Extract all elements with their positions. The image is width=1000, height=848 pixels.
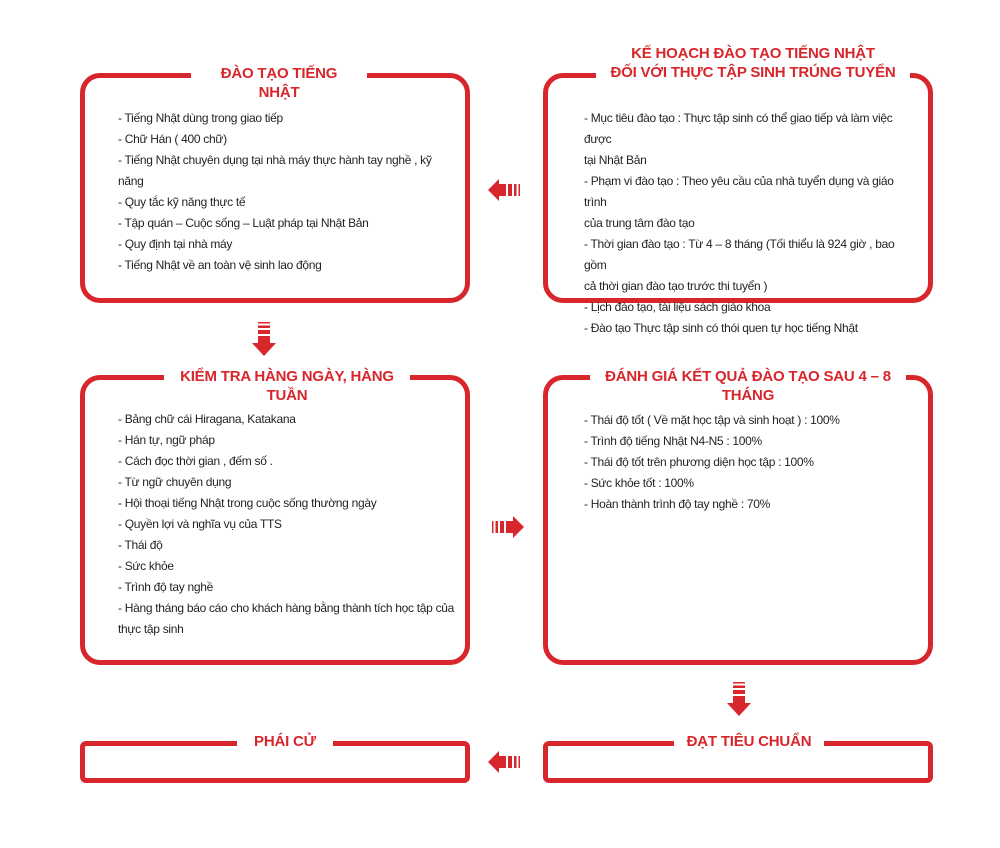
training-plan-title	[596, 44, 910, 82]
list-item: - Hàng tháng báo cáo cho khách hàng bằng thành tích học tập của	[118, 601, 455, 615]
list-item: - Sức khỏe	[118, 559, 174, 573]
list-item: - Tiếng Nhật dùng trong giao tiếp	[118, 111, 283, 125]
list-item: - Tiếng Nhật về an toàn vệ sinh lao động	[118, 258, 322, 272]
list-item: - Quy tắc kỹ năng thực tế	[118, 195, 246, 209]
list-item: - Quyền lợi và nghĩa vụ của TTS	[118, 517, 282, 531]
list-item: - Từ ngữ chuyên dụng	[118, 475, 232, 489]
list-item: - Thái độ	[118, 538, 163, 552]
list-item: - Thái độ tốt ( Về mặt học tập và sinh hoạt ) : 100%	[584, 413, 840, 427]
arrow-down-icon	[252, 322, 276, 356]
training-plan-list	[584, 108, 919, 339]
dispatch-title: PHÁI CỬ	[237, 732, 333, 751]
arrow-right-icon	[490, 516, 524, 538]
qualified-title: ĐẠT TIÊU CHUẨN	[674, 732, 824, 751]
arrow-left-icon	[488, 179, 522, 201]
list-item: - Sức khỏe tốt : 100%	[584, 476, 694, 490]
arrow-down-icon	[727, 682, 751, 716]
list-item: - Lịch đào tạo, tài liệu sách giáo khoa	[584, 300, 771, 314]
evaluation-title: ĐÁNH GIÁ KẾT QUẢ ĐÀO TẠO SAU 4 – 8 THÁNG	[590, 367, 906, 405]
list-item: - Mục tiêu đào tạo : Thực tập sinh có thể giao tiếp và làm việc được	[584, 111, 893, 146]
list-item: tại Nhật Bản	[584, 153, 647, 167]
japanese-training-title: ĐÀO TẠO TIẾNG NHẬT	[191, 64, 367, 102]
list-item: - Hội thoại tiếng Nhật trong cuộc sống thường ngày	[118, 496, 377, 510]
list-item: - Thời gian đào tạo : Từ 4 – 8 tháng (Tối thiểu là 924 giờ , bao gồm	[584, 237, 895, 272]
list-item: - Bảng chữ cái Hiragana, Katakana	[118, 412, 296, 426]
list-item: - Phạm vi đào tạo : Theo yêu cầu của nhà tuyển dụng và giáo trình	[584, 174, 894, 209]
list-item: của trung tâm đào tạo	[584, 216, 695, 230]
list-item: - Quy định tại nhà máy	[118, 237, 233, 251]
list-item: cả thời gian đào tạo trước thi tuyển )	[584, 279, 768, 293]
japanese-training-list	[118, 108, 458, 276]
list-item: - Tập quán – Cuộc sống – Luật pháp tại Nhật Bản	[118, 216, 369, 230]
evaluation-list	[584, 410, 919, 515]
list-item: thực tập sinh	[118, 622, 184, 636]
list-item: - Tiếng Nhật chuyên dụng tại nhà máy thực hành tay nghề , kỹ năng	[118, 153, 432, 188]
training-plan-title-line2: ĐỐI VỚI THỰC TẬP SINH TRÚNG TUYỂN	[610, 64, 896, 81]
list-item: - Chữ Hán ( 400 chữ)	[118, 132, 227, 146]
list-item: - Hán tự, ngữ pháp	[118, 433, 215, 447]
list-item: - Trình độ tay nghề	[118, 580, 214, 594]
list-item: - Đào tạo Thực tập sinh có thói quen tự học tiếng Nhật	[584, 321, 858, 335]
list-item: - Cách đọc thời gian , đếm số .	[118, 454, 273, 468]
training-plan-title-line1: KẾ HOẠCH ĐÀO TẠO TIẾNG NHẬT	[631, 45, 875, 62]
list-item: - Trình độ tiếng Nhật N4-N5 : 100%	[584, 434, 762, 448]
list-item: - Thái độ tốt trên phương diện học tập : 100%	[584, 455, 814, 469]
daily-check-list	[118, 409, 458, 640]
arrow-left-icon	[488, 751, 522, 773]
list-item: - Hoàn thành trình độ tay nghề : 70%	[584, 497, 770, 511]
daily-check-title: KIỂM TRA HÀNG NGÀY, HÀNG TUẦN	[164, 367, 410, 405]
